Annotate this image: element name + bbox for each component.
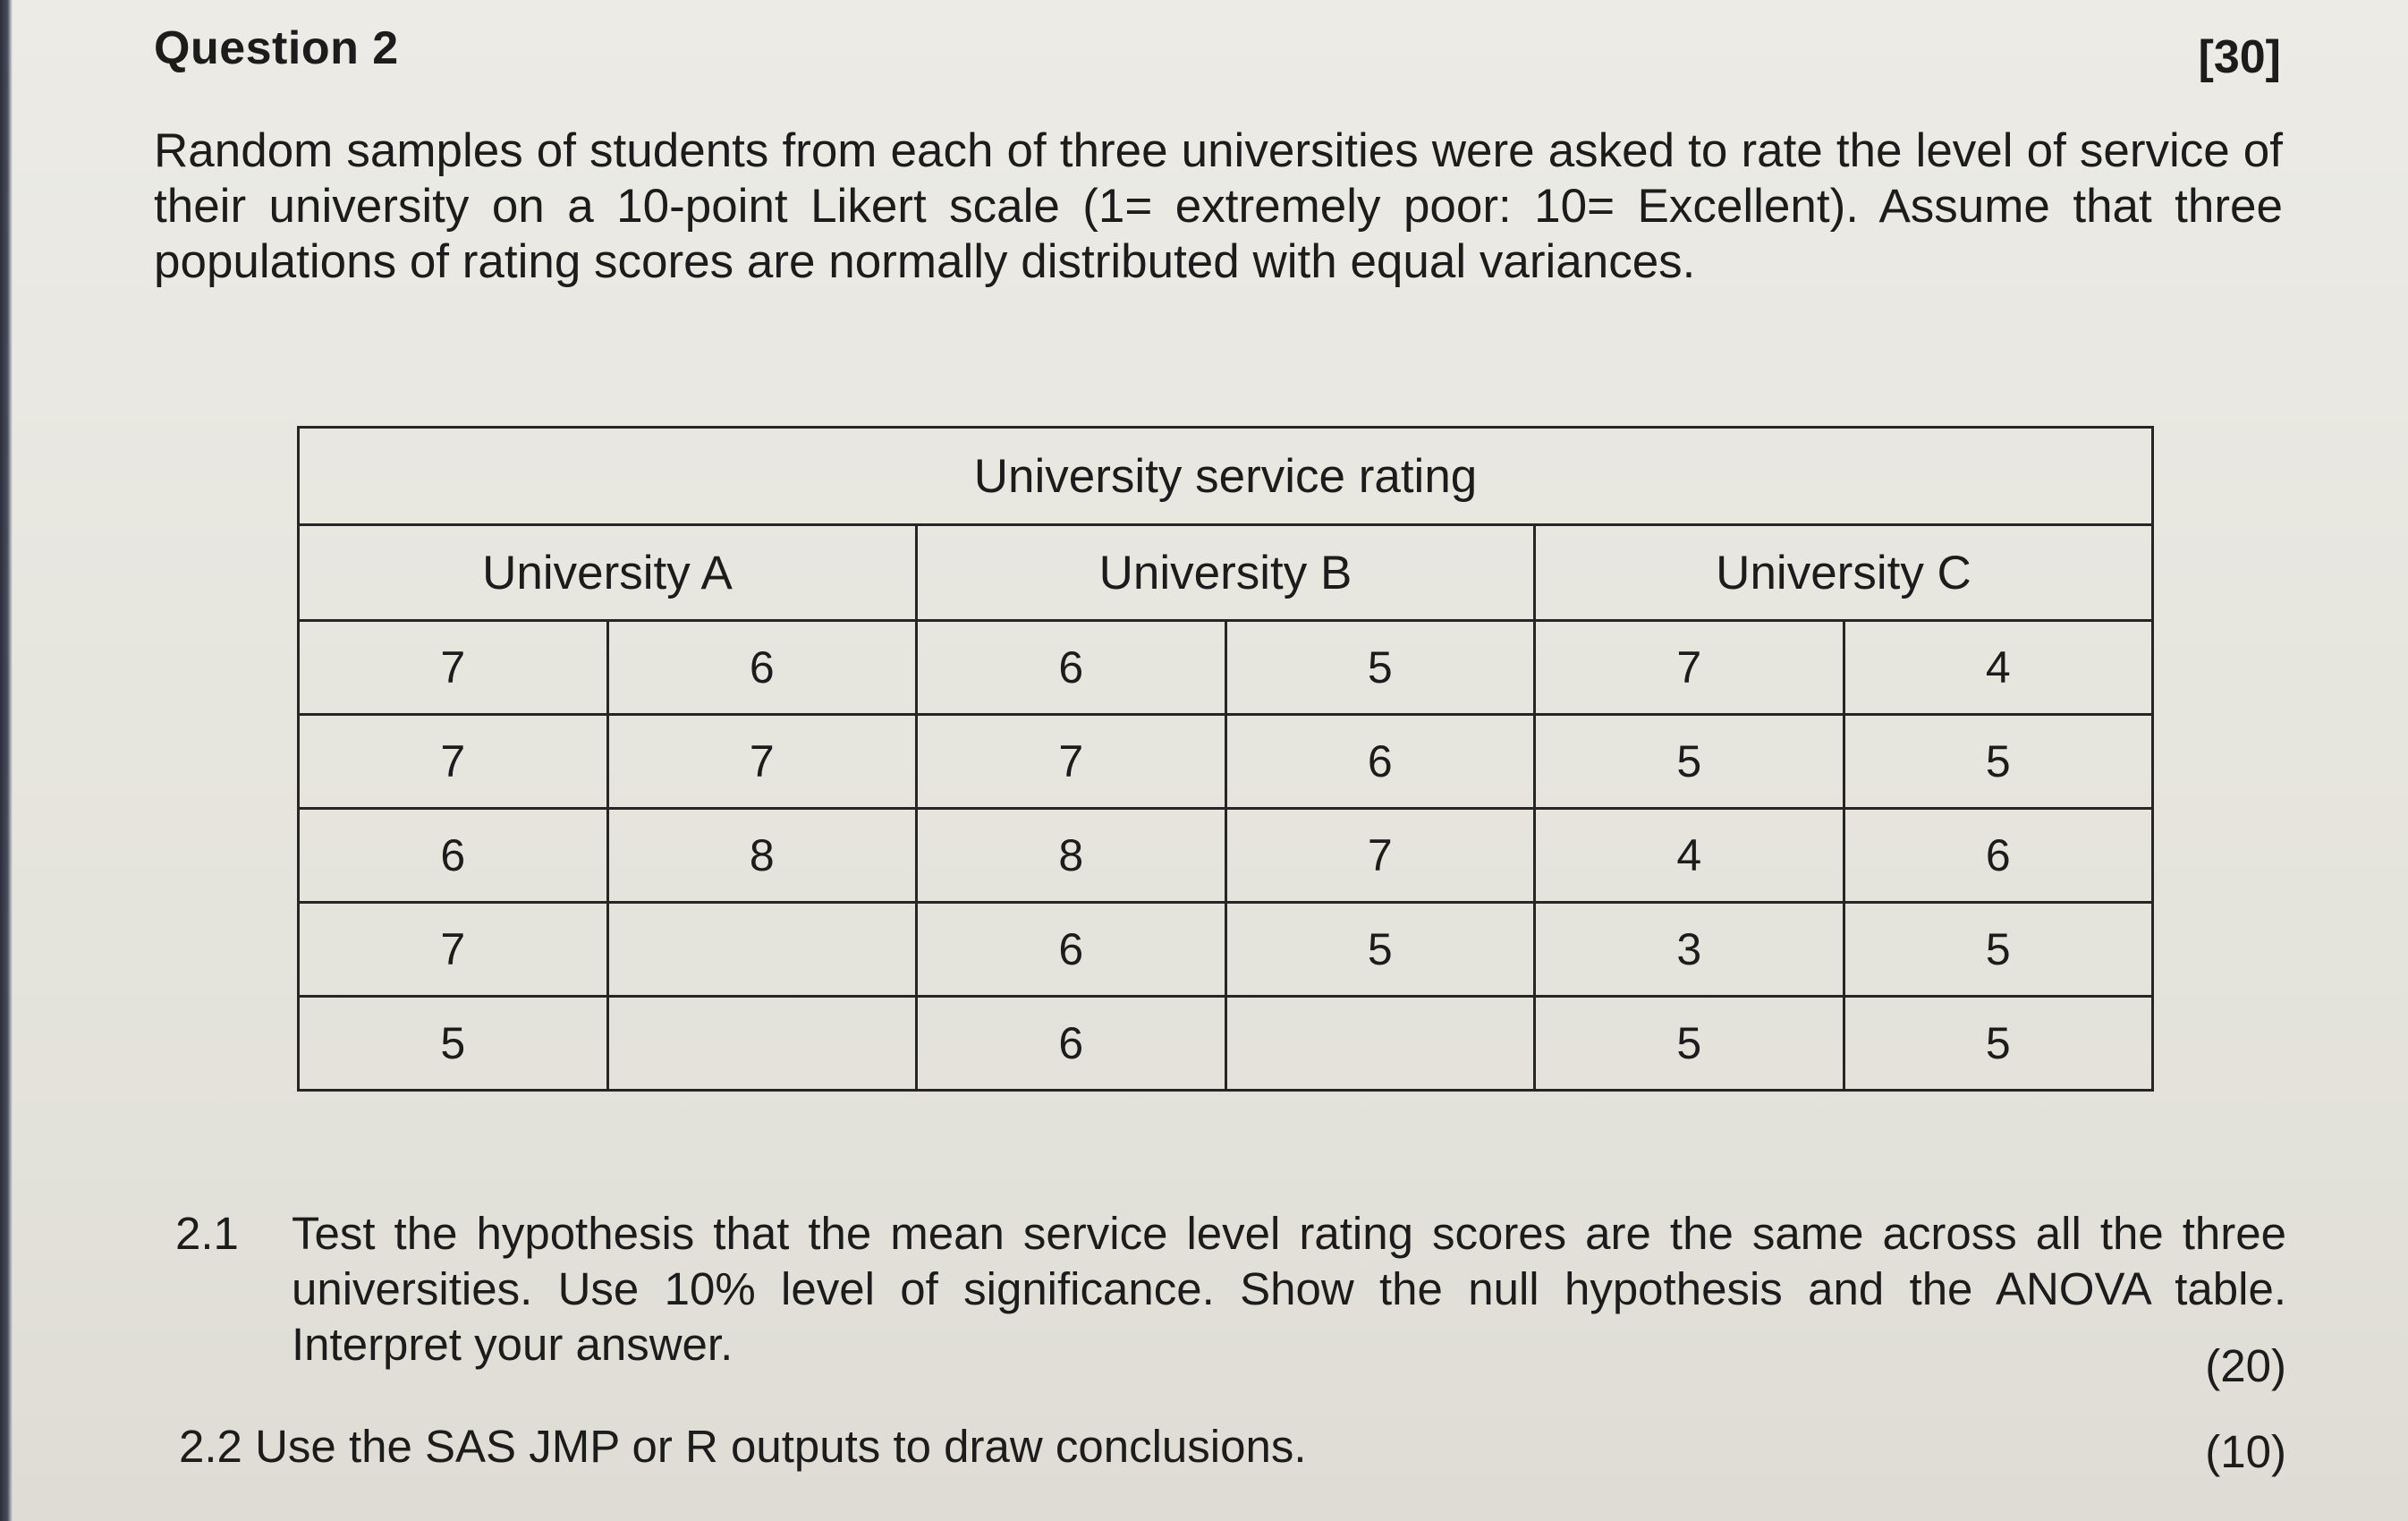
- question-intro-text: Random samples of students from each of three universities were asked to rate the level of service of their university on a 10-point Likert scale (1= extremely poor: 10= Excellent). Assume that three populations of rating scores are normally distributed with equal variances.: [154, 124, 2283, 288]
- table-row: [299, 903, 2153, 997]
- table-cell: 5: [1844, 997, 2153, 1091]
- sub-question-2-2: [179, 1419, 2286, 1477]
- sub-question-number: 2.2: [179, 1421, 242, 1472]
- sub-question-2-1: [175, 1206, 2286, 1391]
- question-title: Question 2: [154, 22, 399, 74]
- sub-question-text: Use the SAS JMP or R outputs to draw conclusions.: [255, 1421, 1307, 1472]
- table-row: [299, 997, 2153, 1091]
- table-cell: 7: [1225, 809, 1535, 903]
- sub-question-marks: (20): [2205, 1340, 2286, 1391]
- table-title-row: [299, 428, 2153, 525]
- table-title: University service rating: [299, 428, 2153, 525]
- table-cell: [607, 997, 917, 1091]
- table-cell: 5: [1844, 903, 2153, 997]
- table-row: [299, 715, 2153, 809]
- table-cell: 8: [917, 809, 1226, 903]
- table-cell: 4: [1844, 621, 2153, 715]
- table-cell: 4: [1535, 809, 1844, 903]
- table-cell: 7: [299, 715, 608, 809]
- table-cell: 7: [1535, 621, 1844, 715]
- table-cell: 5: [1225, 903, 1535, 997]
- table-cell: 5: [299, 997, 608, 1091]
- question-total-marks: [30]: [2198, 31, 2281, 83]
- table-cell: 6: [299, 809, 608, 903]
- service-rating-table: [297, 426, 2154, 1092]
- table-cell: 5: [1535, 997, 1844, 1091]
- table-row: [299, 621, 2153, 715]
- table-cell: 7: [917, 715, 1226, 809]
- table-cell: 6: [917, 903, 1226, 997]
- table-cell: 8: [607, 809, 917, 903]
- table-cell: 5: [1844, 715, 2153, 809]
- table-cell: 6: [917, 997, 1226, 1091]
- table-cell: 7: [299, 621, 608, 715]
- table-cell: 6: [1844, 809, 2153, 903]
- table-cell: 7: [607, 715, 917, 809]
- table-cell: 5: [1535, 715, 1844, 809]
- table-header-row: [299, 525, 2153, 621]
- table-cell: 3: [1535, 903, 1844, 997]
- page-left-edge-shadow: [0, 0, 13, 1521]
- sub-question-marks: (10): [2205, 1426, 2286, 1477]
- table-row: [299, 809, 2153, 903]
- sub-question-text: Test the hypothesis that the mean service level rating scores are the same across all the three universities. Use 10% level of significance. Show the null hypothesis and the ANOVA table. Interpret your answer.: [292, 1208, 2286, 1370]
- header-university-a: University A: [299, 525, 917, 621]
- table-cell: 6: [607, 621, 917, 715]
- table-cell: [607, 903, 917, 997]
- table-cell: 6: [917, 621, 1226, 715]
- header-university-c: University C: [1535, 525, 2153, 621]
- table-cell: [1225, 997, 1535, 1091]
- header-university-b: University B: [917, 525, 1535, 621]
- table-cell: 7: [299, 903, 608, 997]
- table-cell: 5: [1225, 621, 1535, 715]
- sub-question-number: 2.1: [175, 1208, 239, 1259]
- table-cell: 6: [1225, 715, 1535, 809]
